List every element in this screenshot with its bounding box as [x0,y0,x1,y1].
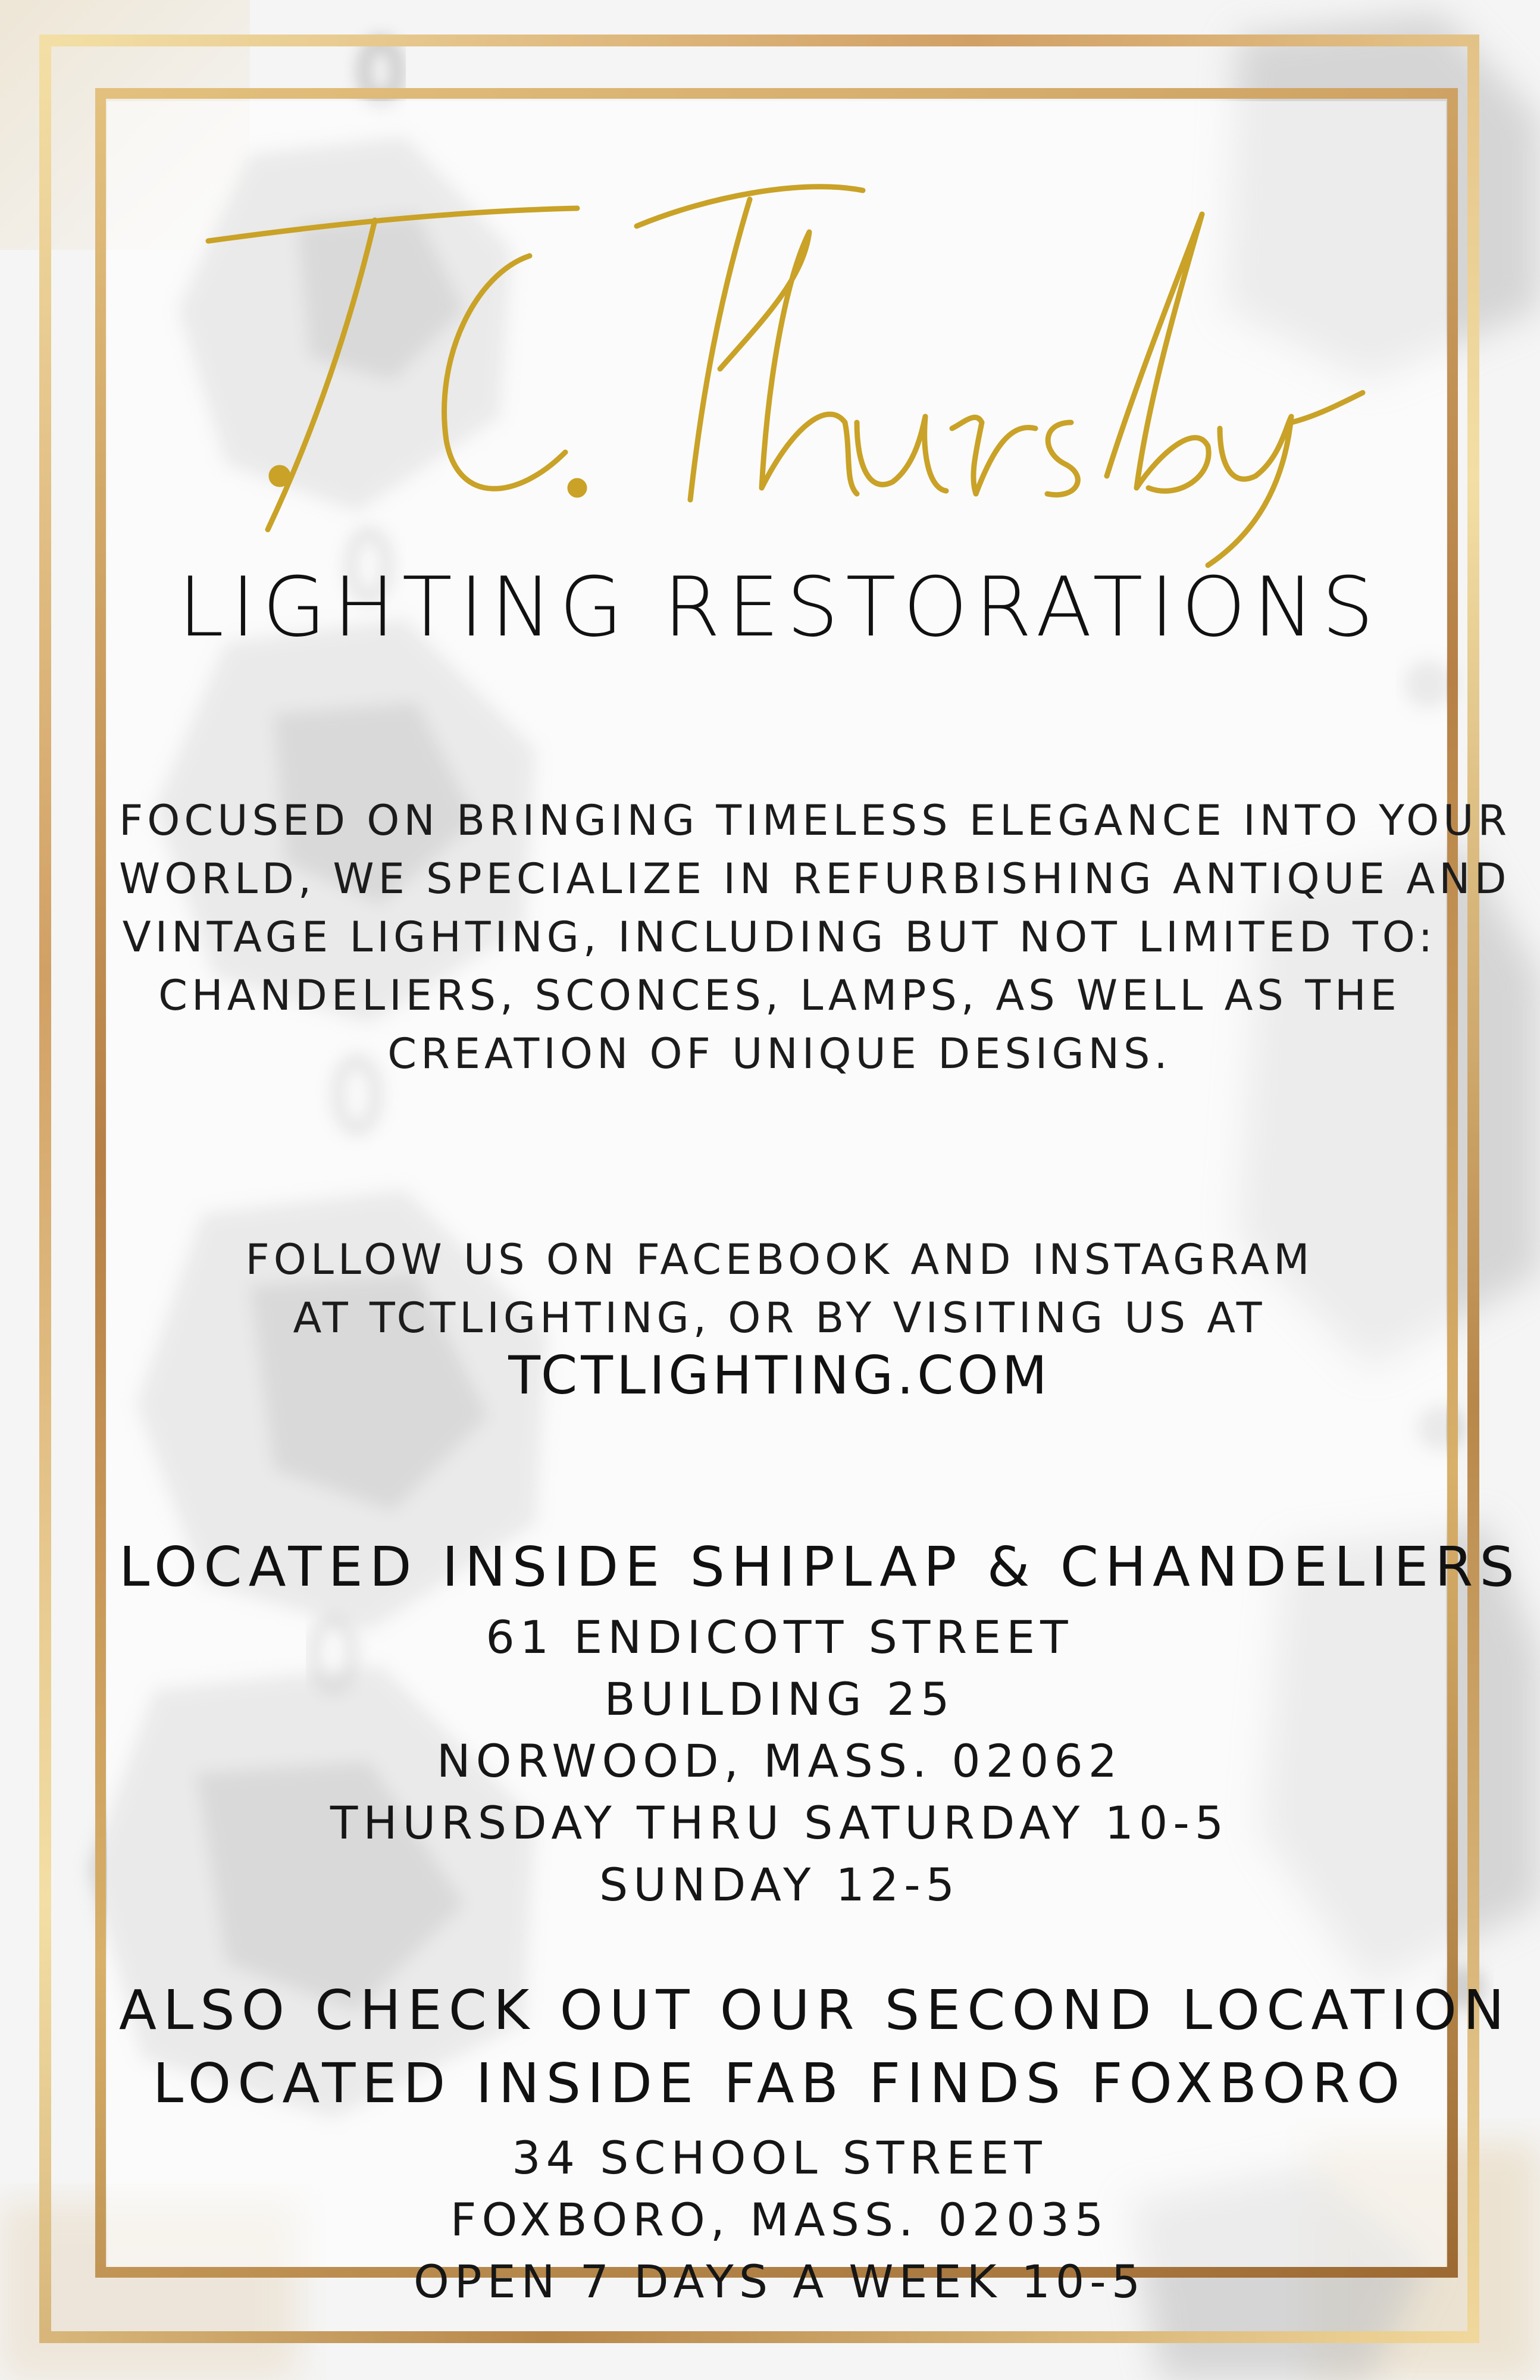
intro-line: CHANDELIERS, SCONCES, LAMPS, AS WELL AS THE [158,971,1401,1020]
hours-line: THURSDAY THRU SATURDAY 10-5 [330,1796,1229,1849]
intro-line: WORLD, WE SPECIALIZE IN REFURBISHING ANTIQUE AND [119,854,1511,903]
tc-thursby-script-logo [196,143,1381,571]
hours-line: SUNDAY 12-5 [599,1858,960,1911]
intro-line: VINTAGE LIGHTING, INCLUDING BUT NOT LIMITED TO: [122,913,1437,962]
hours-line: OPEN 7 DAYS A WEEK 10-5 [413,2255,1146,2308]
location2-heading-line1: ALSO CHECK OUT OUR SECOND LOCATION [119,1978,1511,2042]
follow-line: FOLLOW US ON FACEBOOK AND INSTAGRAM [245,1235,1314,1284]
website-link[interactable]: TCTLIGHTING.COM [508,1345,1051,1406]
intro-paragraph [119,791,1511,1083]
flyer-content [119,107,1521,2308]
intro-line: CREATION OF UNIQUE DESIGNS. [387,1029,1172,1078]
intro-line: FOCUSED ON BRINGING TIMELESS ELEGANCE INTO YOUR [119,796,1511,845]
address-line: BUILDING 25 [604,1673,955,1726]
location2-address [119,2127,1440,2313]
address-line: 34 SCHOOL STREET [512,2131,1047,2184]
location2-heading-line2: LOCATED INSIDE FAB FINDS FOXBORO [152,2052,1407,2115]
location1-heading: LOCATED INSIDE SHIPLAP & CHANDELIERS [119,1535,1521,1599]
address-line: FOXBORO, MASS. 02035 [450,2193,1109,2246]
page-title: LIGHTING RESTORATIONS [178,559,1381,655]
follow-line: AT TCTLIGHTING, OR BY VISITING US AT [293,1294,1266,1342]
address-line: NORWOOD, MASS. 02062 [436,1734,1123,1787]
address-line: 61 ENDICOTT STREET [486,1611,1073,1664]
location1-address [119,1606,1440,1916]
follow-paragraph [119,1230,1440,1347]
